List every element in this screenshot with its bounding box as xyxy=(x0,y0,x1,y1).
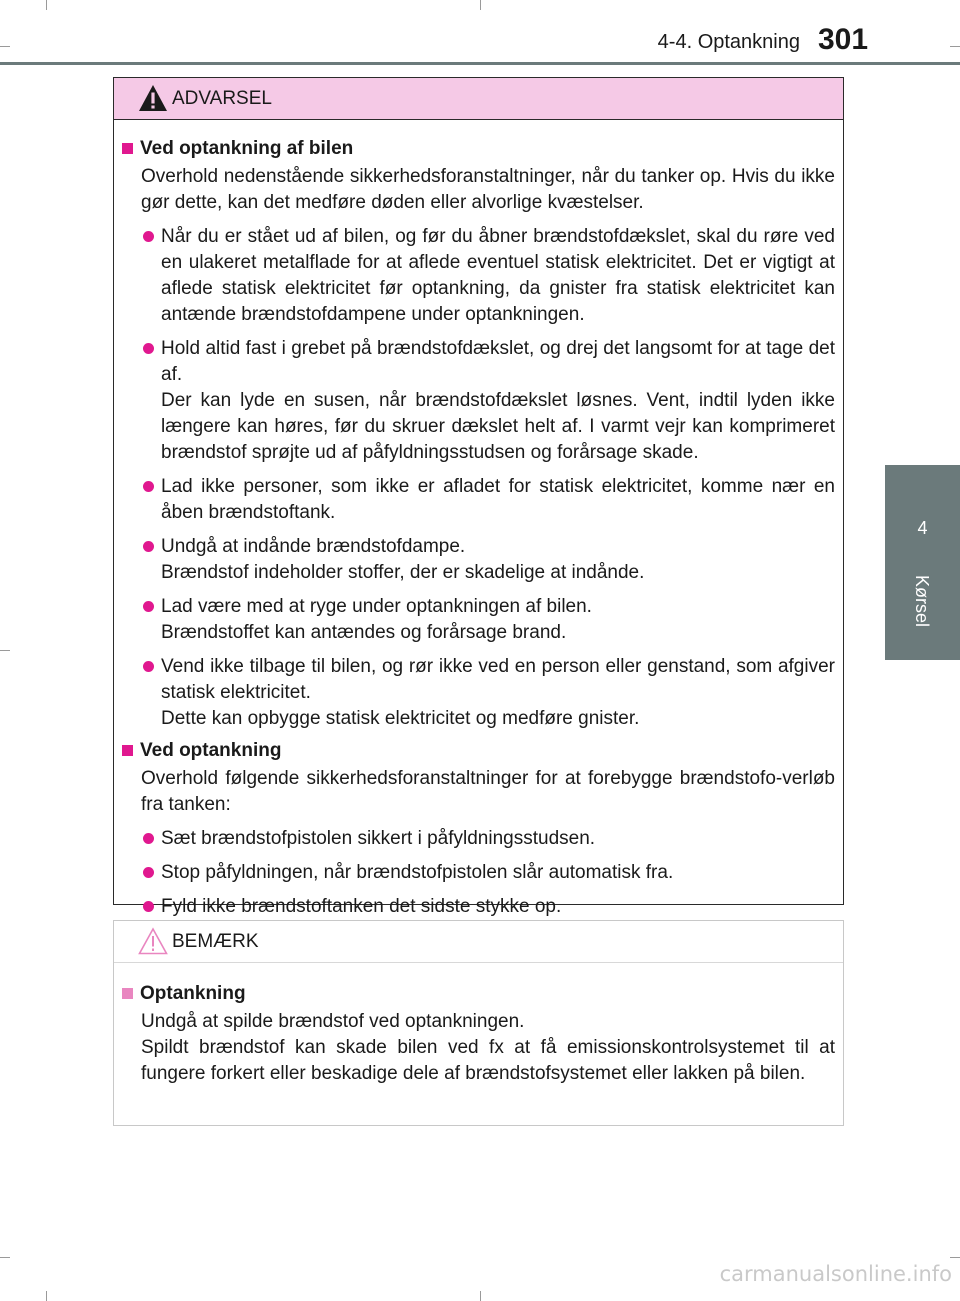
warning-title: ADVARSEL xyxy=(172,88,272,109)
bullet-text: Vend ikke tilbage til bilen, og rør ikke ved en person eller genstand, som afgiver statisk elektricitet. xyxy=(161,656,835,703)
square-bullet-icon xyxy=(122,745,133,756)
bullet-text: Stop påfyldningen, når brændstofpistolen slår automatisk fra. xyxy=(161,862,674,883)
warning-box xyxy=(113,77,844,917)
bullet-subtext: Brændstoffet kan antændes og forårsage brand. xyxy=(161,622,567,643)
note-header xyxy=(114,921,843,963)
warning-body xyxy=(114,120,843,920)
list-item xyxy=(141,894,835,920)
crop-mark xyxy=(0,650,10,651)
note-line: Undgå at spilde brændstof ved optankningen. xyxy=(141,1011,525,1032)
round-bullet-icon xyxy=(143,541,154,552)
warning-header xyxy=(114,78,843,120)
crop-mark xyxy=(46,1291,47,1301)
heading-text: Ved optankning af bilen xyxy=(140,138,354,159)
round-bullet-icon xyxy=(143,661,154,672)
round-bullet-icon xyxy=(143,343,154,354)
bullet-subtext: Dette kan opbygge statisk elektricitet og medføre gnister. xyxy=(161,708,640,729)
bullet-text: Når du er stået ud af bilen, og før du åbner brændstofdækslet, skal du røre ved en ulakeret metalflade for at aflede eventuel statisk elektricitet. Det er vigtigt at aflede statisk elektricitet før optankning, da gnister fra statisk elektricitet kan antænde brændstofdampene under optankningen. xyxy=(161,226,835,325)
crop-mark xyxy=(950,46,960,47)
bullet-text: Sæt brændstofpistolen sikkert i påfyldningsstudsen. xyxy=(161,828,596,849)
note-box xyxy=(113,920,844,1126)
heading-text: Ved optankning xyxy=(140,740,282,761)
crop-mark xyxy=(480,0,481,10)
bullet-text: Fyld ikke brændstoftanken det sidste stykke op. xyxy=(161,896,562,917)
square-bullet-icon xyxy=(122,143,133,154)
bullet-text: Undgå at indånde brændstofdampe. xyxy=(161,536,466,557)
section-heading xyxy=(120,981,835,1007)
list-item xyxy=(141,594,835,646)
list-item xyxy=(141,860,835,886)
round-bullet-icon xyxy=(143,901,154,912)
chapter-label: Kørsel xyxy=(912,575,932,628)
crop-mark xyxy=(480,1291,481,1301)
header-divider xyxy=(0,62,960,65)
crop-mark xyxy=(0,1257,10,1258)
round-bullet-icon xyxy=(143,867,154,878)
list-item xyxy=(141,654,835,732)
round-bullet-icon xyxy=(143,481,154,492)
section-title: 4-4. Optankning xyxy=(657,31,800,53)
round-bullet-icon xyxy=(143,231,154,242)
round-bullet-icon xyxy=(143,601,154,612)
note-line: Spildt brændstof kan skade bilen ved fx at få emissionskontrolsystemet til at fungere forkert eller beskadige dele af brændstofsystemet eller lakken på bilen. xyxy=(141,1037,835,1084)
round-bullet-icon xyxy=(143,833,154,844)
heading-text: Optankning xyxy=(140,983,246,1004)
chapter-number: 4 xyxy=(917,518,928,538)
note-title: BEMÆRK xyxy=(172,931,259,952)
note-paragraph xyxy=(141,1009,835,1087)
list-item xyxy=(141,826,835,852)
list-item xyxy=(141,224,835,328)
square-bullet-icon xyxy=(122,988,133,999)
watermark: carmanualsonline.info xyxy=(719,1262,952,1286)
list-item xyxy=(141,474,835,526)
section-intro: Overhold nedenstående sikkerhedsforanstaltninger, når du tanker op. Hvis du ikke gør dette, kan det medføre døden eller alvorlige kvæstelser. xyxy=(141,166,835,213)
crop-mark xyxy=(0,46,10,47)
section-intro: Overhold følgende sikkerhedsforanstaltninger for at forebygge brændstofo-verløb fra tanken: xyxy=(141,768,835,815)
caution-triangle-icon xyxy=(138,927,168,955)
crop-mark xyxy=(950,1257,960,1258)
bullet-text: Lad ikke personer, som ikke er afladet for statisk elektricitet, komme nær en åben brændstoftank. xyxy=(161,476,835,523)
note-body xyxy=(114,963,843,1087)
page-number: 301 xyxy=(818,23,869,56)
section-heading xyxy=(120,738,835,764)
bullet-subtext: Der kan lyde en susen, når brændstofdækslet løsnes. Vent, indtil lyden ikke længere kan høres, før du skruer dækslet helt af. I varmt vejr kan komprimeret brændstof sprøjte ud af påfyldningsstudsen og forårsage skade. xyxy=(161,390,835,463)
warning-triangle-icon xyxy=(138,84,168,112)
list-item xyxy=(141,336,835,466)
crop-mark xyxy=(46,0,47,10)
bullet-text: Hold altid fast i grebet på brændstofdækslet, og drej det langsomt for at tage det af. xyxy=(161,338,835,385)
section-heading xyxy=(120,136,835,162)
list-item xyxy=(141,534,835,586)
bullet-subtext: Brændstof indeholder stoffer, der er skadelige at indånde. xyxy=(161,562,645,583)
bullet-text: Lad være med at ryge under optankningen af bilen. xyxy=(161,596,592,617)
